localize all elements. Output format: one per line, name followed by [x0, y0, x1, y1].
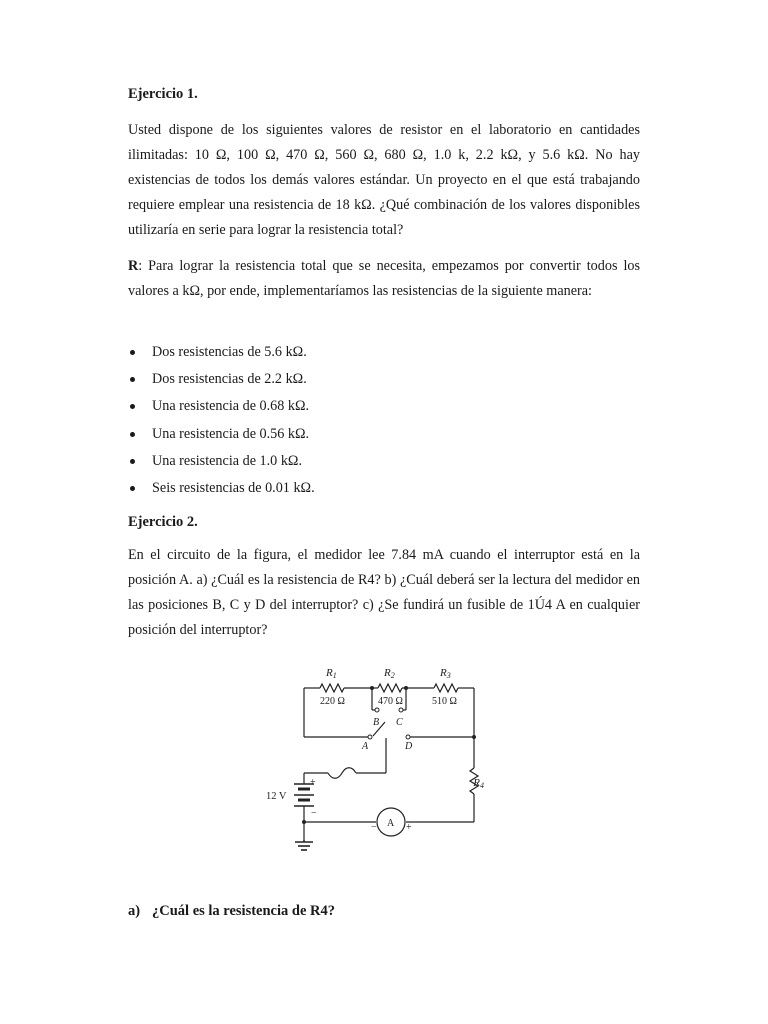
ammeter-plus: +: [406, 822, 412, 833]
list-item: [128, 393, 315, 420]
r3-label: R3: [440, 667, 451, 680]
r1-resistor-icon: [320, 684, 344, 692]
list-item-text: Dos resistencias de 5.6 kΩ.: [152, 344, 307, 360]
circuit-diagram: [258, 658, 488, 858]
list-item: [128, 339, 315, 366]
ammeter-minus: −: [371, 822, 377, 833]
switch-b-label: B: [373, 717, 380, 728]
exercise-2-heading: Ejercicio 2.: [128, 514, 198, 530]
ground-icon: [295, 840, 313, 850]
exercise-1-answer: [128, 254, 640, 304]
r3-resistor-icon: [434, 684, 458, 692]
r2-value: 470 Ω: [378, 696, 403, 707]
question-a-letter: a): [128, 903, 141, 919]
r4-label: R4: [473, 777, 484, 790]
exercise-2-statement: En el circuito de la figura, el medidor lee 7.84 mA cuando el interruptor está en la posición A. a) ¿Cuál es la resistencia de R4? b) ¿Cuál deberá ser la lectura del medidor en las posiciones B, C y D del interruptor? c) ¿Se fundirá un fusible de 1Ú4 A en cualquier posición del interruptor?: [128, 547, 640, 638]
bullet-icon: [130, 350, 135, 355]
fuse-icon: [328, 768, 356, 779]
list-item: [128, 448, 315, 475]
bullet-icon: [130, 486, 135, 491]
bullet-icon: [130, 459, 135, 464]
r2-label: R2: [384, 667, 395, 680]
switch-a-label: A: [362, 741, 369, 752]
battery-plus: +: [310, 777, 316, 788]
answer-label: R: [128, 258, 139, 274]
exercise-1-statement: Usted dispone de los siguientes valores de resistor en el laboratorio en cantidades ilimitadas: 10 Ω, 100 Ω, 470 Ω, 560 Ω, 680 Ω, 1.0 k, 2.2 kΩ, y 5.6 kΩ. No hay existencias de todos los demás valores estándar. Un proyecto en el que está trabajando requiere emplear una resistencia de 18 kΩ. ¿Qué combinación de los valores disponibles utilizaría en serie para lograr la resistencia total?: [128, 122, 640, 238]
list-item-text: Dos resistencias de 2.2 kΩ.: [152, 371, 307, 388]
bullet-icon: [130, 404, 135, 409]
r1-label: R1: [326, 667, 337, 680]
r3-value: 510 Ω: [432, 696, 457, 707]
list-item-text: Una resistencia de 0.68 kΩ.: [152, 398, 310, 415]
r1-value: 220 Ω: [320, 696, 345, 707]
list-item-text: Seis resistencias de 0.01 kΩ.: [152, 479, 315, 496]
switch-c-label: C: [396, 717, 403, 728]
resistor-combination-list: [128, 339, 315, 502]
bullet-icon: [130, 377, 135, 382]
ammeter-label: A: [387, 818, 395, 829]
switch-d-label: D: [405, 741, 413, 752]
bullet-icon: [130, 432, 135, 437]
answer-text: : Para lograr la resistencia total que se necesita, empezamos por convertir todos los valores a kΩ, por ende, implementaríamos las resistencias de la siguiente manera:: [128, 258, 640, 299]
exercise-1-heading: Ejercicio 1.: [128, 86, 198, 102]
list-item: [128, 366, 315, 393]
battery-minus: −: [311, 808, 317, 819]
battery-voltage: 12 V: [266, 791, 287, 802]
list-item-text: Una resistencia de 0.56 kΩ.: [152, 425, 310, 442]
list-item: [128, 475, 315, 502]
list-item-text: Una resistencia de 1.0 kΩ.: [152, 452, 303, 469]
list-item: [128, 421, 315, 448]
r2-resistor-icon: [378, 684, 402, 692]
question-a-text: ¿Cuál es la resistencia de R4?: [152, 903, 335, 919]
question-a-heading: [128, 903, 335, 920]
